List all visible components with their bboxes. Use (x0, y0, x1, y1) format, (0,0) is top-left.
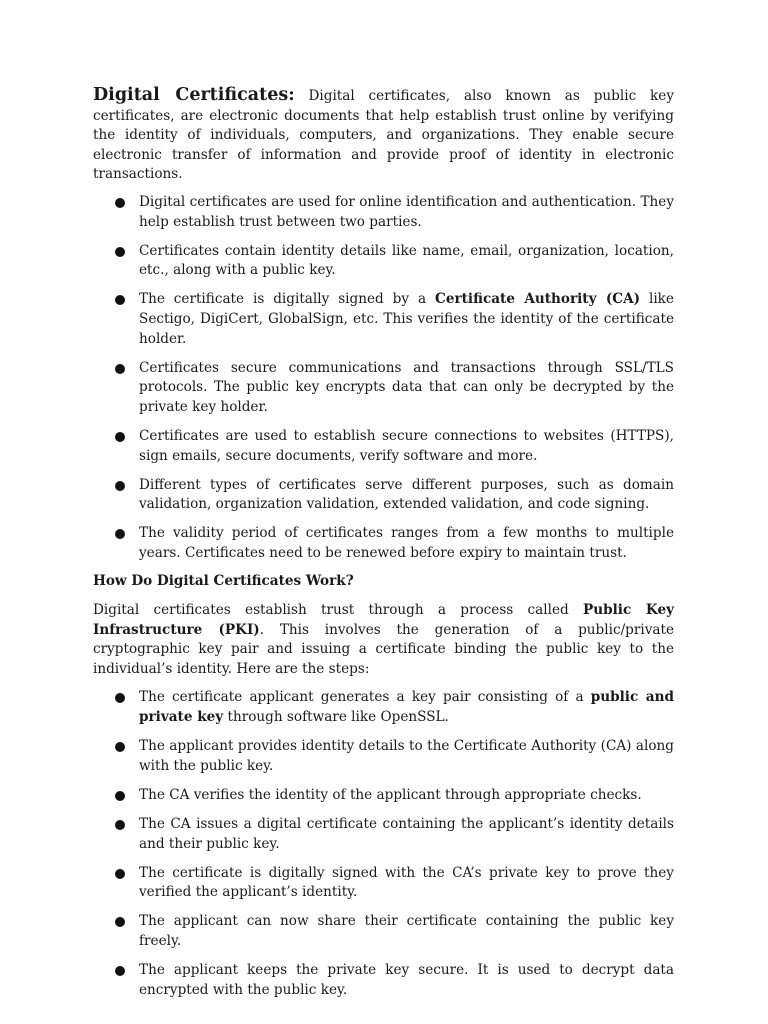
list-item-text: Certificates are used to establish secure connections to websites (HTTPS), sign emails, secure documents, verify software and more. (139, 427, 674, 464)
list-item (93, 961, 674, 1000)
list-item-text: The certificate is digitally signed by a (139, 291, 436, 308)
bullet-icon (115, 481, 125, 491)
list-item-text: The certificate applicant generates a key pair consisting of a (139, 689, 591, 706)
bullet-icon (115, 295, 125, 305)
certificate-facts-list (93, 193, 674, 564)
list-item (93, 815, 674, 854)
list-item-text: The CA issues a digital certificate containing the applicant’s identity details and their public key. (139, 815, 674, 852)
list-item-text: The applicant keeps the private key secure. It is used to decrypt data encrypted with the public key. (139, 961, 674, 998)
bullet-icon (115, 432, 125, 442)
bullet-icon (115, 742, 125, 752)
bullet-icon (115, 820, 125, 830)
bullet-icon (115, 364, 125, 374)
list-item-bold: Certificate Authority (CA) (435, 291, 641, 308)
bullet-icon (115, 693, 125, 703)
list-item-bold: public and private key (139, 689, 674, 726)
list-item (93, 864, 674, 903)
list-item (93, 427, 674, 466)
pki-bold: Public Key Infrastructure (PKI) (93, 602, 674, 638)
list-item-text: The applicant provides identity details to the Certificate Authority (CA) along with the public key. (139, 738, 674, 774)
list-item (93, 359, 674, 418)
list-item-text: The certificate is digitally signed with the CA’s private key to prove they verified the applicant’s identity. (139, 864, 674, 901)
pki-text: . This involves the generation of a public/private cryptographic key pair and issuing a certificate binding the public key to the individual’s identity. Here are the steps: (93, 621, 674, 677)
intro-paragraph (93, 86, 674, 185)
list-item-text: Digital certificates are used for online identification and authentication. They help establish trust between two parties. (139, 193, 674, 230)
list-item-text: The applicant can now share their certificate containing the public key freely. (139, 913, 674, 949)
list-item-text: Certificates secure communications and transactions through SSL/TLS protocols. The public key encrypts data that can only be decrypted by the private key holder. (139, 359, 674, 415)
list-item (93, 786, 674, 806)
document-body (93, 86, 674, 1009)
list-item-text: Different types of certificates serve different purposes, such as domain validation, organization validation, extended validation, and code signing. (139, 476, 674, 513)
intro-title: Digital Certificates: (93, 85, 295, 105)
section-heading: How Do Digital Certificates Work? (93, 573, 354, 590)
list-item (93, 242, 674, 281)
bullet-icon (115, 966, 125, 976)
list-item (93, 688, 674, 727)
pki-steps-list (93, 688, 674, 1000)
list-item-text: like Sectigo, DigiCert, GlobalSign, etc. This verifies the identity of the certificate holder. (139, 291, 674, 347)
list-item (93, 737, 674, 776)
list-item-text: through software like OpenSSL. (223, 709, 449, 726)
list-item-text: The CA verifies the identity of the applicant through appropriate checks. (139, 786, 642, 803)
bullet-icon (115, 247, 125, 257)
list-item (93, 193, 674, 232)
intro-text: Digital certificates, also known as public key certificates, are electronic documents that help establish trust online by verifying the identity of individuals, computers, and organizations. They enable secure electronic transfer of information and provide proof of identity in electronic transactions. (93, 88, 674, 183)
list-item (93, 476, 674, 515)
list-item-text: Certificates contain identity details like name, email, organization, location, etc., along with a public key. (139, 242, 674, 279)
list-item (93, 912, 674, 951)
list-item (93, 290, 674, 349)
pki-paragraph (93, 601, 674, 679)
bullet-icon (115, 198, 125, 208)
list-item-text: The validity period of certificates ranges from a few months to multiple years. Certificates need to be renewed before expiry to maintain trust. (139, 525, 674, 561)
pki-text: Digital certificates establish trust through a process called (93, 602, 584, 619)
bullet-icon (115, 529, 125, 539)
bullet-icon (115, 791, 125, 801)
bullet-icon (115, 869, 125, 879)
list-item (93, 524, 674, 563)
bullet-icon (115, 917, 125, 927)
